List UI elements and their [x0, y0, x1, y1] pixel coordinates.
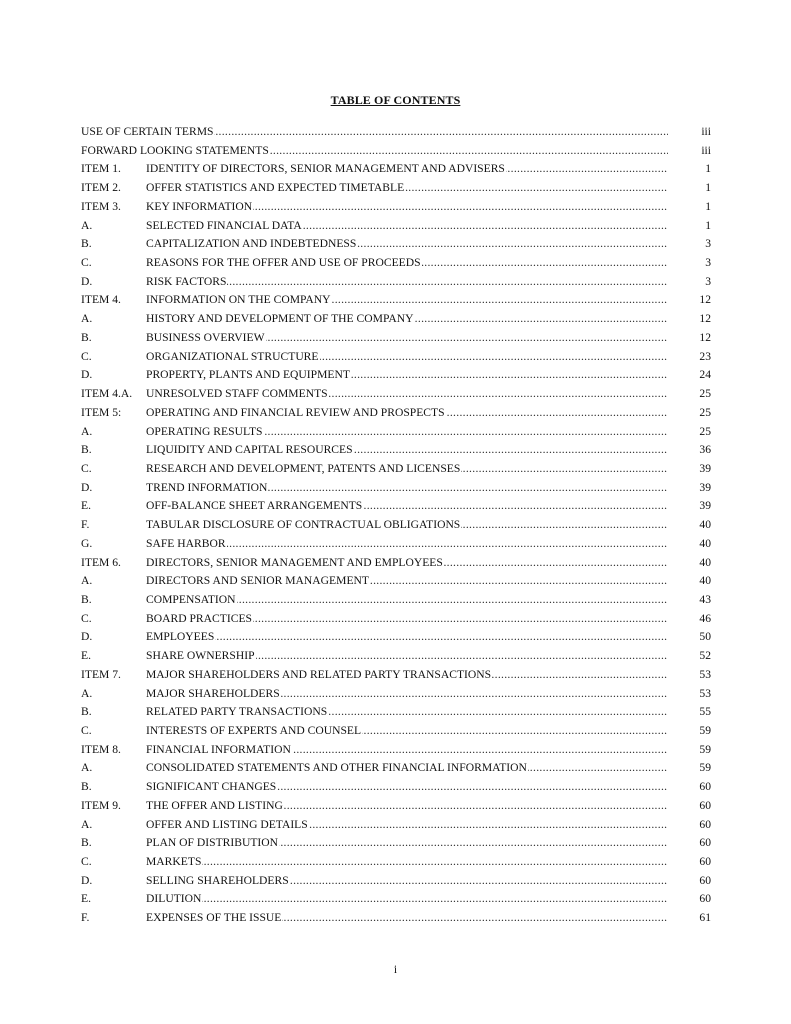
toc-entry-number: B. — [81, 592, 92, 606]
toc-entry-page: 1 — [705, 199, 711, 213]
toc-entry-leader — [146, 497, 668, 516]
toc-entry-leader — [146, 460, 668, 479]
toc-entry-page: 60 — [699, 817, 711, 831]
toc-entry-label: FORWARD LOOKING STATEMENTS — [81, 143, 269, 157]
toc-entry-label: LIQUIDITY AND CAPITAL RESOURCES — [146, 443, 353, 457]
toc-entry-label: USE OF CERTAIN TERMS — [81, 125, 214, 138]
toc-entry[interactable] — [81, 348, 711, 367]
toc-entry-number: A. — [81, 424, 93, 438]
toc-entry[interactable] — [81, 142, 711, 161]
toc-entry-label: HISTORY AND DEVELOPMENT OF THE COMPANY — [146, 312, 414, 326]
toc-entry-number: ITEM 9. — [81, 798, 121, 812]
toc-entry-label: RELATED PARTY TRANSACTIONS — [146, 705, 328, 719]
toc-entry-page: 60 — [699, 892, 711, 906]
toc-entry-number: E. — [81, 892, 91, 906]
toc-entry[interactable] — [81, 160, 711, 179]
toc-entry-label: CAPITALIZATION AND INDEBTEDNESS — [146, 237, 357, 251]
toc-entry-leader — [146, 853, 668, 872]
toc-entry-number: C. — [81, 461, 92, 475]
toc-entry[interactable] — [81, 666, 711, 685]
toc-entry-page: 52 — [699, 649, 711, 663]
toc-entry-label: MAJOR SHAREHOLDERS AND RELATED PARTY TRANSACTIONS — [146, 667, 492, 681]
toc-entry-label: BOARD PRACTICES — [146, 611, 252, 625]
toc-entry-leader — [146, 404, 668, 423]
toc-entry-number: A. — [81, 817, 93, 831]
toc-entry[interactable] — [81, 741, 711, 760]
toc-entry-page: 46 — [699, 611, 711, 625]
toc-entry-number: F. — [81, 911, 90, 925]
toc-entry[interactable] — [81, 535, 711, 554]
toc-entry-label: UNRESOLVED STAFF COMMENTS — [146, 387, 328, 401]
toc-entry-label: REASONS FOR THE OFFER AND USE OF PROCEEDS — [146, 256, 421, 270]
toc-entry-number: ITEM 8. — [81, 742, 121, 756]
toc-entry-leader — [146, 160, 668, 179]
toc-entry-number: A. — [81, 218, 93, 232]
toc-entry[interactable] — [81, 310, 711, 329]
toc-entry-page: 59 — [699, 742, 711, 756]
toc-entry-page: 60 — [699, 780, 711, 794]
toc-entry-leader — [146, 610, 668, 629]
toc-entry-page: 12 — [699, 312, 711, 326]
toc-entry[interactable] — [81, 834, 711, 853]
toc-entry-page: 59 — [699, 724, 711, 737]
toc-entry-number: ITEM 4.A. — [81, 387, 133, 401]
toc-entry-number: D. — [81, 274, 93, 288]
toc-entry[interactable] — [81, 554, 711, 573]
toc-entry-page: 39 — [699, 461, 711, 475]
toc-entry[interactable] — [81, 497, 711, 516]
toc-entry-page: 60 — [699, 836, 711, 850]
toc-entry-number: ITEM 4. — [81, 293, 121, 307]
toc-entry-number: ITEM 7. — [81, 667, 121, 681]
toc-entry-number: E. — [81, 649, 91, 663]
toc-entry-leader — [146, 385, 668, 404]
toc-entry-page: 39 — [699, 499, 711, 513]
toc-entry-label: FINANCIAL INFORMATION — [146, 742, 291, 756]
toc-entry-leader — [146, 703, 668, 722]
toc-entry-number: A. — [81, 761, 93, 775]
toc-entry-page: 40 — [699, 574, 711, 588]
toc-entry-number: B. — [81, 780, 92, 794]
toc-entry[interactable] — [81, 123, 711, 142]
toc-entry-label: BUSINESS OVERVIEW — [146, 330, 265, 344]
toc-entry-page: 40 — [699, 536, 711, 550]
toc-entry-label: RESEARCH AND DEVELOPMENT, PATENTS AND LICENSES — [146, 461, 461, 475]
toc-entry-leader — [146, 235, 668, 254]
toc-entry-number: B. — [81, 836, 92, 850]
toc-entry-leader — [146, 685, 668, 704]
toc-entry-number: C. — [81, 855, 92, 869]
toc-entry-page: 61 — [699, 911, 711, 925]
toc-entry-page: 12 — [699, 293, 711, 307]
toc-entry[interactable] — [81, 273, 711, 292]
toc-entry[interactable] — [81, 853, 711, 872]
toc-entry-page: 53 — [699, 686, 711, 700]
toc-entry-label: MAJOR SHAREHOLDERS — [146, 686, 280, 700]
toc-entry-number: D. — [81, 630, 93, 644]
toc-entry-label: CONSOLIDATED STATEMENTS AND OTHER FINANCIAL INFORMATION — [146, 761, 527, 775]
toc-entry[interactable] — [81, 872, 711, 891]
toc-entry-label: KEY INFORMATION — [146, 199, 253, 213]
toc-entry-leader — [146, 816, 668, 835]
toc-entry-label: RISK FACTORS — [146, 274, 227, 288]
toc-entry-number: D. — [81, 480, 93, 494]
toc-entry-number: A. — [81, 312, 93, 326]
toc-entry-number: D. — [81, 873, 93, 887]
toc-entry-label: DILUTION — [146, 892, 202, 906]
toc-entry-leader — [146, 348, 668, 367]
toc-entry-page: 3 — [705, 274, 711, 288]
toc-entry-label: COMPENSATION — [146, 592, 236, 606]
toc-entry-number: E. — [81, 499, 91, 513]
toc-entry-leader — [146, 647, 668, 666]
toc-entry-number: ITEM 1. — [81, 162, 121, 176]
toc-entry[interactable] — [81, 628, 711, 647]
toc-entry-number: C. — [81, 349, 92, 363]
toc-entry-leader — [146, 909, 668, 928]
page-number: i — [393, 963, 398, 976]
toc-entry-label: OFFER STATISTICS AND EXPECTED TIMETABLE — [146, 181, 405, 195]
toc-entry-leader — [146, 797, 668, 816]
toc-entry[interactable] — [81, 423, 711, 442]
toc-entry-leader — [146, 516, 668, 535]
toc-entry-page: 60 — [699, 798, 711, 812]
toc-entry-label: OFFER AND LISTING DETAILS — [146, 817, 308, 831]
toc-entry[interactable] — [81, 516, 711, 535]
toc-entry-label: TABULAR DISCLOSURE OF CONTRACTUAL OBLIGATIONS — [146, 518, 461, 532]
toc-entry-label: SELLING SHAREHOLDERS — [146, 873, 289, 887]
toc-entry-page: iii — [701, 125, 711, 138]
toc-entry-page: 60 — [699, 873, 711, 887]
toc-entry-page: 36 — [699, 443, 711, 457]
toc-entry-page: 12 — [699, 330, 711, 344]
toc-entry-label: OPERATING AND FINANCIAL REVIEW AND PROSPECTS — [146, 405, 445, 419]
toc-entry-page: 3 — [705, 237, 711, 251]
toc-entry-leader — [146, 834, 668, 853]
toc-entry[interactable] — [81, 797, 711, 816]
toc-entry[interactable] — [81, 890, 711, 909]
toc-entry-page: 23 — [699, 349, 711, 363]
toc-entry-leader — [146, 722, 668, 741]
toc-list — [81, 123, 711, 928]
toc-entry-leader — [146, 628, 668, 647]
toc-entry-leader — [146, 198, 668, 217]
toc-entry[interactable] — [81, 198, 711, 217]
toc-entry[interactable] — [81, 254, 711, 273]
toc-entry[interactable] — [81, 685, 711, 704]
toc-entry-number: C. — [81, 611, 92, 625]
toc-entry-leader — [146, 759, 668, 778]
toc-entry[interactable] — [81, 329, 711, 348]
toc-entry-page: 1 — [705, 218, 711, 232]
toc-entry-number: ITEM 5: — [81, 405, 122, 419]
toc-entry-leader — [146, 479, 668, 498]
toc-entry-leader — [146, 217, 668, 236]
toc-entry-leader — [146, 666, 668, 685]
toc-entry-label: SELECTED FINANCIAL DATA — [146, 218, 302, 232]
toc-entry-leader — [146, 890, 668, 909]
toc-entry[interactable] — [81, 179, 711, 198]
toc-entry-page: 53 — [699, 667, 711, 681]
toc-entry-label: INFORMATION ON THE COMPANY — [146, 293, 331, 307]
toc-entry-leader — [146, 310, 668, 329]
toc-entry-number: G. — [81, 536, 93, 550]
toc-entry-page: 1 — [705, 162, 711, 176]
toc-entry-label: PLAN OF DISTRIBUTION — [146, 836, 279, 850]
toc-entry[interactable] — [81, 722, 711, 741]
toc-entry-label: DIRECTORS, SENIOR MANAGEMENT AND EMPLOYEES — [146, 555, 443, 569]
toc-entry-page: 40 — [699, 518, 711, 532]
toc-entry-page: 43 — [699, 592, 711, 606]
toc-entry-number: ITEM 3. — [81, 199, 121, 213]
toc-entry-label: PROPERTY, PLANTS AND EQUIPMENT — [146, 368, 350, 382]
toc-entry[interactable] — [81, 385, 711, 404]
toc-entry-page: 24 — [699, 368, 711, 382]
toc-entry[interactable] — [81, 404, 711, 423]
toc-entry[interactable] — [81, 572, 711, 591]
toc-entry[interactable] — [81, 591, 711, 610]
toc-entry-page: 3 — [705, 256, 711, 270]
toc-entry-label: INTERESTS OF EXPERTS AND COUNSEL — [146, 724, 362, 737]
toc-entry[interactable] — [81, 703, 711, 722]
toc-entry-label: THE OFFER AND LISTING — [146, 798, 283, 812]
toc-entry-leader — [81, 123, 668, 142]
toc-entry-label: MARKETS — [146, 855, 202, 869]
toc-entry-page: 25 — [699, 405, 711, 419]
toc-entry[interactable] — [81, 235, 711, 254]
toc-entry[interactable] — [81, 759, 711, 778]
toc-title: TABLE OF CONTENTS — [330, 93, 461, 107]
toc-entry-label: DIRECTORS AND SENIOR MANAGEMENT — [146, 574, 369, 588]
toc-entry-leader — [146, 554, 668, 573]
toc-entry-leader — [146, 872, 668, 891]
toc-entry[interactable] — [81, 460, 711, 479]
toc-entry[interactable] — [81, 909, 711, 928]
toc-entry-leader — [146, 535, 668, 554]
toc-entry-leader — [146, 441, 668, 460]
toc-entry[interactable] — [81, 291, 711, 310]
toc-entry-page: iii — [701, 143, 711, 157]
toc-entry-number: A. — [81, 686, 93, 700]
toc-entry-leader — [146, 291, 668, 310]
toc-entry-leader — [146, 591, 668, 610]
toc-entry-page: 25 — [699, 387, 711, 401]
toc-entry[interactable] — [81, 778, 711, 797]
toc-entry-number: B. — [81, 237, 92, 251]
toc-entry[interactable] — [81, 610, 711, 629]
toc-entry-label: SHARE OWNERSHIP — [146, 649, 255, 663]
toc-entry-label: OPERATING RESULTS — [146, 424, 263, 438]
toc-entry[interactable] — [81, 816, 711, 835]
toc-entry-page: 59 — [699, 761, 711, 775]
toc-entry-number: B. — [81, 443, 92, 457]
toc-entry-leader — [146, 329, 668, 348]
toc-entry-leader — [146, 179, 668, 198]
toc-entry-leader — [146, 423, 668, 442]
toc-entry-leader — [146, 254, 668, 273]
toc-entry-label: TREND INFORMATION — [146, 480, 268, 494]
toc-entry[interactable] — [81, 366, 711, 385]
toc-entry-page: 60 — [699, 855, 711, 869]
toc-entry-number: ITEM 6. — [81, 555, 121, 569]
toc-entry-number: ITEM 2. — [81, 181, 121, 195]
toc-entry-page: 55 — [699, 705, 711, 719]
toc-entry-label: SAFE HARBOR — [146, 536, 226, 550]
toc-entry-page: 25 — [699, 424, 711, 438]
toc-entry[interactable] — [81, 441, 711, 460]
toc-entry[interactable] — [81, 479, 711, 498]
toc-entry-page: 1 — [705, 181, 711, 195]
toc-entry-leader — [146, 778, 668, 797]
toc-entry-leader — [81, 142, 668, 161]
toc-entry-label: EXPENSES OF THE ISSUE — [146, 911, 282, 925]
toc-entry[interactable] — [81, 647, 711, 666]
toc-entry-label: EMPLOYEES — [146, 630, 215, 644]
toc-entry-number: C. — [81, 256, 92, 270]
toc-entry-leader — [146, 741, 668, 760]
toc-entry-page: 40 — [699, 555, 711, 569]
toc-entry-page: 39 — [699, 480, 711, 494]
toc-entry[interactable] — [81, 217, 711, 236]
toc-entry-number: B. — [81, 330, 92, 344]
toc-entry-page: 50 — [699, 630, 711, 644]
toc-entry-number: A. — [81, 574, 93, 588]
toc-entry-number: D. — [81, 368, 93, 382]
toc-entry-leader — [146, 273, 668, 292]
toc-entry-leader — [146, 366, 668, 385]
toc-entry-label: ORGANIZATIONAL STRUCTURE — [146, 349, 319, 363]
toc-entry-number: B. — [81, 705, 92, 719]
toc-entry-number: C. — [81, 724, 92, 737]
toc-entry-number: F. — [81, 518, 90, 532]
toc-entry-label: SIGNIFICANT CHANGES — [146, 780, 277, 794]
toc-entry-label: IDENTITY OF DIRECTORS, SENIOR MANAGEMENT AND ADVISERS — [146, 162, 505, 176]
toc-entry-leader — [146, 572, 668, 591]
toc-entry-label: OFF-BALANCE SHEET ARRANGEMENTS — [146, 499, 363, 513]
